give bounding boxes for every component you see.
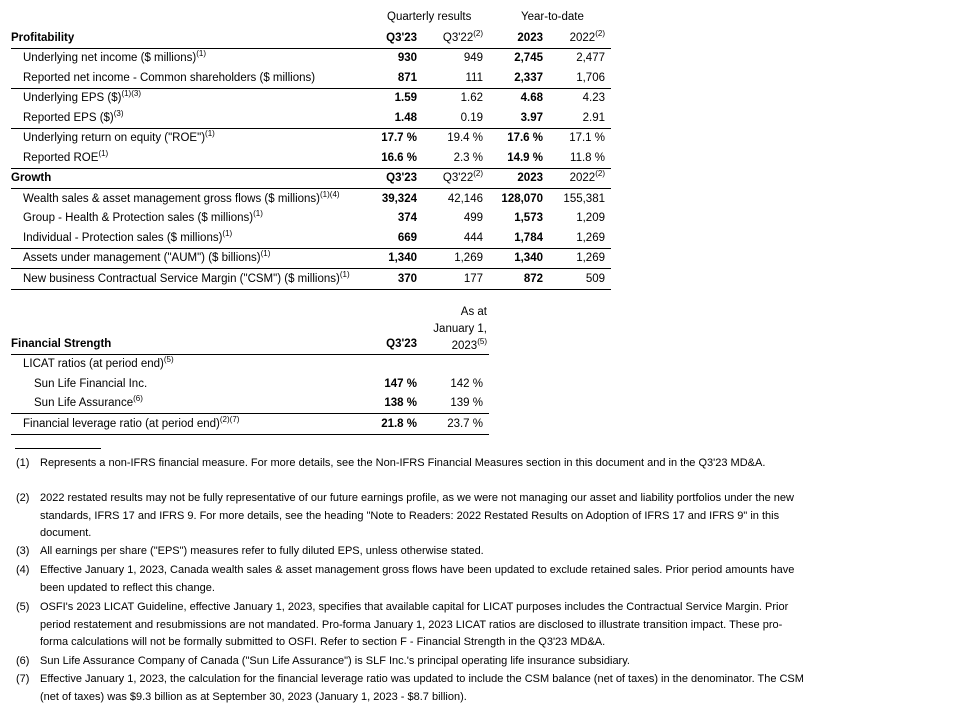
cell-2023: 14.9 % (489, 148, 549, 168)
table-row (11, 88, 611, 108)
footnote-5 (16, 599, 806, 652)
cell-2023: 17.6 % (507, 132, 543, 145)
row-label: Underlying return on equity ("ROE") (23, 132, 206, 145)
row-label: Group - Health & Protection sales ($ millions) (23, 212, 254, 225)
table-row (11, 228, 611, 248)
row-label: Reported EPS ($) (23, 111, 114, 124)
cell-q3-23: 1,340 (373, 248, 423, 269)
row-label: Assets under management ("AUM") ($ billions) (23, 252, 261, 265)
footnote-text: Effective January 1, 2023, the calculation for the financial leverage ratio was updated to include the CSM balance (net of taxes) in the denominator. The CSM (net of taxes) was $9.3 billion as at September 30, 2023 (January 1, 2023 - $8.7 billion). (40, 673, 804, 703)
col-2023: 2023 (517, 172, 543, 185)
footnote-7 (16, 671, 806, 706)
cell-q3-22: 42,146 (447, 192, 483, 205)
cell-2022: 1,269 (549, 248, 611, 269)
row-sup: (1) (98, 148, 109, 158)
cell-q3-22: 111 (423, 68, 489, 88)
cell-q3-22: 19.4 % (447, 132, 483, 145)
cell-2023: 1,340 (489, 248, 549, 269)
cell-2023: 2,745 (514, 52, 543, 65)
cell-2023: 1,784 (489, 228, 549, 248)
footnote-6 (16, 653, 806, 671)
profitability-growth-table (11, 28, 611, 290)
row-label: Reported net income - Common shareholders ($ millions) (23, 71, 316, 84)
footnote-divider (15, 448, 101, 449)
cell-2023: 872 (489, 269, 549, 290)
row-sup: (1) (205, 129, 215, 139)
cell-q3-23: 138 % (373, 394, 423, 414)
cell-q3-23: 374 (397, 212, 417, 225)
col-q3-22-sup: (2) (473, 169, 483, 179)
row-label: Financial leverage ratio (at period end) (23, 417, 220, 430)
cell-2023: 4.68 (520, 92, 543, 105)
footnote-number: (3) (16, 545, 30, 557)
col-2022-sup: (2) (595, 169, 605, 179)
footnote-number: (2) (16, 492, 30, 504)
licat-label: LICAT ratios (at period end) (23, 358, 164, 371)
row-label: Sun Life Assurance (34, 397, 134, 410)
cell-q3-23: 1.48 (373, 108, 423, 128)
table-row (11, 209, 611, 229)
cell-q3-23: 871 (373, 68, 423, 88)
cell-q3-22: 177 (423, 269, 489, 290)
cell-q3-23: 21.8 % (373, 414, 423, 435)
table-row (11, 189, 611, 209)
cell-2022: 1,706 (549, 68, 611, 88)
cell-jan-2023: 142 % (450, 377, 483, 390)
footnote-text: OSFI's 2023 LICAT Guideline, effective January 1, 2023, specifies that available capital for LICAT purposes includes the Contractual Service Margin. Prior period restatement and resubmissions are not mandated. Pro-forma January 1, 2023 LICAT ratios are disclosed to illustrate transition impact. These pro-forma calculations will not be formally submitted to OSFI. Refer to section F - Financial Strength in the Q3'23 MD&A. (40, 601, 789, 648)
footnote-text: Effective January 1, 2023, Canada wealth sales & asset management gross flows have been updated to exclude retained sales. Prior period amounts have been updated to reflect this change. (40, 564, 795, 594)
cell-q3-23: 17.7 % (381, 132, 417, 145)
row-sup: (1)(3) (121, 89, 141, 99)
profitability-header-row (11, 28, 611, 48)
footnote-number: (6) (16, 655, 30, 667)
cell-q3-22: 949 (463, 52, 483, 65)
col-2022: 2022 (569, 31, 596, 44)
footnote-number: (5) (16, 601, 30, 613)
quarterly-results-header: Quarterly results (387, 11, 472, 23)
as-at-sup: (5) (477, 337, 487, 347)
cell-q3-22: 499 (463, 212, 483, 225)
row-sup: (3) (113, 108, 124, 118)
cell-2022: 17.1 % (569, 132, 605, 145)
row-sup: (1)(4) (320, 189, 340, 199)
financial-strength-title: Financial Strength (11, 334, 373, 354)
row-label: Underlying EPS ($) (23, 92, 122, 105)
growth-header-row (11, 168, 611, 189)
row-label: New business Contractual Service Margin ("CSM") ($ millions) (23, 272, 340, 285)
cell-q3-23: 1.59 (394, 92, 417, 105)
row-sup: (1) (253, 209, 263, 219)
footnote-text: Sun Life Assurance Company of Canada ("Sun Life Assurance") is SLF Inc.'s principal operating life insurance subsidiary. (40, 655, 630, 667)
row-sup: (1) (196, 49, 206, 59)
table-row (11, 394, 489, 414)
table-row (11, 374, 489, 394)
row-sup: (2)(7) (219, 414, 240, 424)
licat-sup: (5) (163, 355, 174, 365)
cell-q3-23: 930 (397, 52, 417, 65)
cell-2023: 128,070 (501, 192, 543, 205)
growth-title: Growth (11, 168, 373, 189)
cell-2022: 4.23 (582, 92, 605, 105)
footnote-1 (16, 455, 806, 473)
cell-2023: 3.97 (489, 108, 549, 128)
cell-q3-23: 370 (373, 269, 423, 290)
footnote-text: 2022 restated results may not be fully representative of our future earnings profile, as we were not managing our asset and liability portfolios under the new standards, IFRS 17 and IFRS 9. For more details, see the heading "Note to Readers: 2022 Restated Results on Adoption of IFRS 17 and IFRS 9" in this document. (40, 492, 794, 539)
table-row (11, 68, 611, 88)
cell-q3-23: 16.6 % (373, 148, 423, 168)
footnote-2 (16, 490, 806, 543)
year-to-date-header: Year-to-date (521, 11, 584, 23)
footnote-number: (4) (16, 564, 30, 576)
col-q3-22: Q3'22 (442, 31, 474, 44)
as-at-line2: January 1, (433, 323, 487, 335)
col-2022: 2022 (569, 172, 596, 185)
cell-q3-22: 1.62 (460, 92, 483, 105)
cell-2022: 2,477 (576, 52, 605, 65)
cell-q3-23: 39,324 (381, 192, 417, 205)
financial-strength-table (11, 334, 489, 435)
row-sup: (1) (222, 228, 233, 238)
cell-2022: 1,209 (576, 212, 605, 225)
row-sup: (1) (339, 269, 350, 279)
footnote-number: (7) (16, 673, 30, 685)
col-q3-22-sup: (2) (473, 28, 483, 38)
cell-2022: 11.8 % (549, 148, 611, 168)
footnote-text: All earnings per share ("EPS") measures refer to fully diluted EPS, unless otherwise stated. (40, 545, 484, 557)
cell-2023: 1,573 (514, 212, 543, 225)
footnote-4 (16, 562, 806, 597)
table-row (11, 354, 489, 374)
row-label: Reported ROE (23, 151, 99, 164)
footnote-text: Represents a non-IFRS financial measure. For more details, see the Non-IFRS Financial Measures section in this document and in the Q3'23 MD&A. (40, 457, 766, 469)
table-row (11, 128, 611, 148)
cell-q3-22: 1,269 (423, 248, 489, 269)
cell-jan-2023: 23.7 % (423, 414, 489, 435)
row-sup: (6) (133, 394, 143, 404)
cell-2023: 2,337 (489, 68, 549, 88)
row-label: Sun Life Financial Inc. (34, 377, 148, 390)
row-label: Underlying net income ($ millions) (23, 52, 197, 65)
col-2022-sup: (2) (595, 28, 605, 38)
financial-strength-header-row (11, 334, 489, 354)
cell-q3-23: 669 (373, 228, 423, 248)
table-row (11, 108, 611, 128)
table-row (11, 148, 611, 168)
row-label: Individual - Protection sales ($ millions) (23, 231, 223, 244)
row-label: Wealth sales & asset management gross flows ($ millions) (23, 192, 320, 205)
cell-2022: 2.91 (549, 108, 611, 128)
as-at-line1: As at (460, 306, 487, 318)
col-q3-22: Q3'22 (442, 172, 474, 185)
table-row (11, 414, 489, 435)
table-row (11, 48, 611, 68)
cell-2022: 1,269 (549, 228, 611, 248)
cell-jan-2023: 139 % (423, 394, 489, 414)
col-q3-23: Q3'23 (386, 31, 417, 44)
as-at-line3: 2023 (451, 340, 478, 352)
footnote-number: (1) (16, 457, 30, 469)
table-row (11, 269, 611, 290)
profitability-title: Profitability (11, 28, 373, 48)
cell-2022: 155,381 (563, 192, 605, 205)
cell-q3-23: 147 % (384, 377, 417, 390)
cell-q3-22: 0.19 (423, 108, 489, 128)
cell-q3-22: 444 (423, 228, 489, 248)
col-2023: 2023 (517, 31, 543, 44)
footnote-3 (16, 543, 806, 561)
cell-q3-22: 2.3 % (423, 148, 489, 168)
row-sup: (1) (260, 249, 271, 259)
col-q3-23: Q3'23 (386, 172, 417, 185)
table-row (11, 248, 611, 269)
cell-2022: 509 (549, 269, 611, 290)
fs-col-q3-23: Q3'23 (373, 334, 423, 354)
